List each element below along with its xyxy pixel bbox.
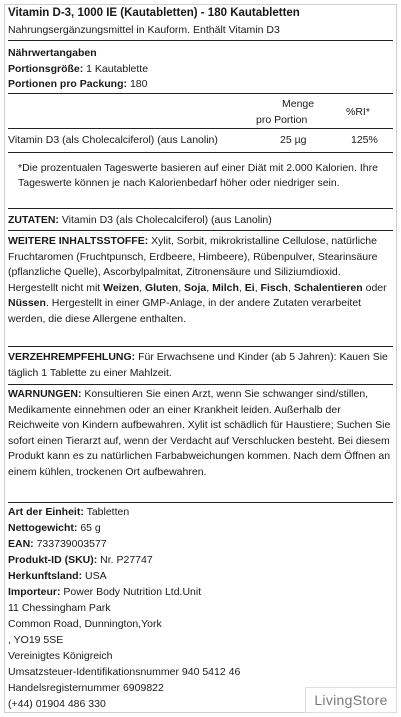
net-weight-value: 65 g <box>77 522 101 534</box>
serving-size-value: 1 Kautablette <box>86 63 149 75</box>
net-weight <box>8 522 101 534</box>
other-ingredients-divider <box>8 346 393 347</box>
title-divider <box>8 40 393 41</box>
dosage-label: VERZEHREMPFEHLUNG: <box>8 351 136 363</box>
amount-header-line1: Menge <box>282 98 315 110</box>
serving-size <box>8 63 148 75</box>
importer <box>8 586 201 598</box>
allergen-egg: Ei <box>244 281 255 294</box>
nutrient-ri: 125% <box>351 134 378 146</box>
allergen-shellfish: Schalentieren <box>293 281 363 294</box>
allergen-soy: Soja <box>184 281 207 294</box>
servings-per-pack <box>8 78 147 90</box>
amount-header-line2: pro Portion <box>256 114 308 126</box>
allergen-wheat: Weizen <box>103 281 140 294</box>
ri-header: %RI* <box>346 106 370 118</box>
product-title: Vitamin D-3, 1000 IE (Kautabletten) - 180 Kautabletten <box>8 7 300 19</box>
country-of-origin <box>8 570 107 582</box>
other-ingredients-section <box>8 234 392 328</box>
phone-number: (+44) 01904 486 330 <box>8 698 106 710</box>
ingredients-label: ZUTATEN: <box>8 214 59 226</box>
nutrient-name: Vitamin D3 (als Cholecalciferol) (aus Lanolin) <box>8 134 218 146</box>
allergen-sep: , <box>206 281 213 294</box>
other-ingredients-label: WEITERE INHALTSSTOFFE: <box>8 235 149 247</box>
dosage-text: Für Erwachsene und Kinder (ab 5 Jahren): Kauen Sie täglich 1 Tablette zu einer Mahlzeit. <box>8 351 388 379</box>
allergen-sep: , <box>287 281 294 294</box>
servings-value: 180 <box>129 78 148 90</box>
sku-label: Produkt-ID (SKU): <box>8 554 98 566</box>
nutrition-table-top-rule <box>8 93 393 94</box>
address-line-1: 11 Chessingham Park <box>8 602 111 614</box>
allergen-sep: , <box>178 281 185 294</box>
importer-label: Importeur: <box>8 586 61 598</box>
allergen-sep: , <box>139 281 145 294</box>
allergen-milk: Milch <box>212 281 239 294</box>
ean-value: 733739003577 <box>33 538 107 550</box>
ean <box>8 538 107 550</box>
footnote-divider <box>8 208 393 209</box>
net-weight-label: Nettogewicht: <box>8 522 78 534</box>
warnings-label: WARNUNGEN: <box>8 388 82 400</box>
serving-size-label: Portionsgröße: <box>8 63 84 75</box>
nutrient-amount: 25 µg <box>280 134 307 146</box>
vat-number: Umsatzsteuer-Identifikationsnummer 940 5412 46 <box>8 666 241 678</box>
product-label <box>4 4 397 713</box>
registration-number: Handelsregisternummer 6909822 <box>8 682 164 694</box>
dosage-section <box>8 350 392 381</box>
allergen-sep: oder <box>362 281 387 294</box>
allergen-sep: , <box>254 281 261 294</box>
warnings-section <box>8 387 392 480</box>
ri-footnote: *Die prozentualen Tageswerte basieren auf einer Diät mit 2.000 Kalorien. Ihre Tageswerte können je nach Kalorienbedarf höher oder niedriger sein. <box>18 162 378 189</box>
ingredients-section <box>8 213 392 227</box>
sku <box>8 554 153 566</box>
ingredients-text: Vitamin D3 (als Cholecalciferol) (aus Lanolin) <box>58 214 272 226</box>
unit-type <box>8 506 129 518</box>
allergen-nuts: Nüssen <box>8 297 46 310</box>
dosage-divider <box>8 384 393 385</box>
warnings-text: Konsultieren Sie einen Arzt, wenn Sie schwanger sind/stillen, Medikamente einnehmen oder an einer Krankheit leiden. Außerhalb der Reichweite von Kindern aufbewahren. Xylit ist schädlich für Haustiere; Suchen Sie sofort einen Tierarzt auf, wenn der Verdacht auf Verschlucken besteht. Bei diesem Produkt kann es zu natürlichen Farbabweichungen kommen. Nach dem Öffnen an einem kühlen, trockenen Ort aufbewahren. <box>8 388 391 478</box>
unit-type-value: Tabletten <box>83 506 130 518</box>
warnings-divider <box>8 502 393 503</box>
allergen-gluten: Gluten <box>144 281 179 294</box>
nutrition-heading: Nährwertangaben <box>8 47 97 59</box>
nutrition-table-bottom-rule <box>8 152 393 153</box>
address-country: Vereinigtes Königreich <box>8 650 113 662</box>
allergen-sep: , <box>238 281 245 294</box>
origin-label: Herkunftsland: <box>8 570 83 582</box>
product-subtitle: Nahrungsergänzungsmittel in Kauform. Enthält Vitamin D3 <box>8 24 280 36</box>
address-line-3: , YO19 5SE <box>8 634 64 646</box>
store-watermark: LivingStore <box>305 687 397 713</box>
unit-type-label: Art der Einheit: <box>8 506 84 518</box>
sku-value: Nr. P27747 <box>97 554 153 566</box>
ean-label: EAN: <box>8 538 34 550</box>
other-ingredients-text: Xylit, Sorbit, mikrokristalline Cellulose, natürliche Fruchtaromen (Fruchtpunsch, Erdbeere, Himbeere), Rübenpulver, Stearinsäure (pflanzliche Quelle), Ascorbylpalmitat, Zitronensäure und Siliziumdioxid. Hergestellt nicht mit <box>8 235 378 294</box>
nutrition-header-rule <box>8 128 393 129</box>
importer-value: Power Body Nutrition Ltd.Unit <box>60 586 202 598</box>
origin-value: USA <box>82 570 107 582</box>
servings-label: Portionen pro Packung: <box>8 78 128 90</box>
other-ingredients-tail: . Hergestellt in einer GMP-Anlage, in der andere Zutaten verarbeitet werden, die diese Allergene enthalten. <box>8 297 362 325</box>
allergen-fish: Fisch <box>260 281 288 294</box>
ingredients-divider <box>8 230 393 231</box>
address-line-2: Common Road, Dunnington,York <box>8 618 162 630</box>
